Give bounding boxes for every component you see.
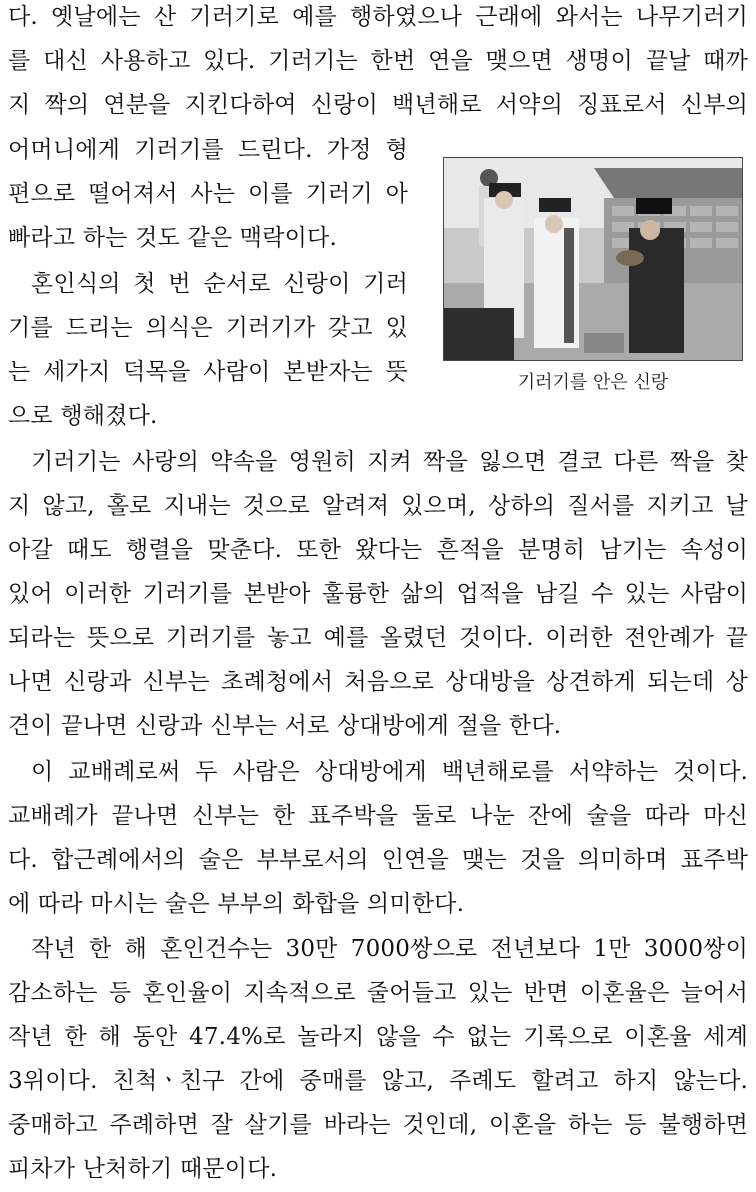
text-line: 혼인식의 첫 번 순서로 신랑이 기러 <box>31 271 408 297</box>
text-line: 에 따라 마시는 술은 부부의 화합을 의미한다. <box>8 891 465 917</box>
text-line: 이 교배례로써 두 사람은 상대방에게 백년해로를 서약하는 것이다. <box>31 759 748 785</box>
text-line: 다. 합근례에서의 술은 부부로서의 인연을 맺는 것을 의미하며 표주박 <box>8 847 748 873</box>
text-line: 있어 이러한 기러기를 본받아 훌륭한 삶의 업적을 남길 수 있는 사람이 <box>8 581 748 607</box>
text-line: 피차가 난처하기 때문이다. <box>8 1156 278 1182</box>
text-line: 어머니에게 기러기를 드린다. 가정 형 <box>8 137 408 163</box>
text-line: 교배례가 끝나면 신부는 한 표주박을 둘로 나눈 잔에 술을 따라 마신 <box>8 803 748 829</box>
groom-photo <box>443 157 743 361</box>
photo-figure <box>443 157 743 394</box>
text-line: 감소하는 등 혼인율이 지속적으로 줄어들고 있는 반면 이혼율은 늘어서 <box>8 980 748 1006</box>
text-line: 지 않고, 홀로 지내는 것으로 알려져 있으며, 상하의 질서를 지키고 날 <box>8 493 748 519</box>
text-line: 3위이다. 친척ㆍ친구 간에 중매를 않고, 주례도 할려고 하지 않는다. <box>8 1068 748 1094</box>
text-line: 견이 끝나면 신랑과 신부는 서로 상대방에게 절을 한다. <box>8 713 562 739</box>
text-line: 다. 옛날에는 산 기러기로 예를 행하였으나 근래에 와서는 나무기러기 <box>8 4 748 30</box>
photo-caption: 기러기를 안은 신랑 <box>517 372 669 393</box>
text-line: 작년 한 해 혼인건수는 30만 7000쌍으로 전년보다 1만 3000쌍이 <box>31 936 748 962</box>
text-line: 기러기는 사랑의 약속을 영원히 지켜 짝을 잃으면 결코 다른 짝을 찾 <box>31 449 748 475</box>
text-line: 되라는 뜻으로 기러기를 놓고 예를 올렸던 것이다. 이러한 전안례가 끝 <box>8 625 748 651</box>
text-line: 는 세가지 덕목을 사람이 본받자는 뜻 <box>8 359 408 385</box>
text-line: 아갈 때도 행렬을 맞춘다. 또한 왔다는 흔적을 분명히 남기는 속성이 <box>8 537 748 563</box>
text-line: 으로 행해졌다. <box>8 403 158 429</box>
text-line: 중매하고 주례하면 잘 살기를 바라는 것인데, 이혼을 하는 등 불행하면 <box>8 1112 748 1138</box>
text-line: 나면 신랑과 신부는 초례청에서 처음으로 상대방을 상견하게 되는데 상 <box>8 669 748 695</box>
text-line: 를 대신 사용하고 있다. 기러기는 한번 연을 맺으면 생명이 끝날 때까 <box>8 48 748 74</box>
text-line: 기를 드리는 의식은 기러기가 갖고 있 <box>8 315 408 341</box>
text-line: 편으로 떨어져서 사는 이를 기러기 아 <box>8 181 408 207</box>
text-line: 작년 한 해 동안 47.4%로 놀라지 않을 수 없는 기록으로 이혼율 세계 <box>8 1024 748 1050</box>
groom-holding-goose-image <box>444 158 742 360</box>
text-line: 빠라고 하는 것도 같은 맥락이다. <box>8 225 337 251</box>
text-line: 지 짝의 연분을 지킨다하여 신랑이 백년해로 서약의 징표로서 신부의 <box>8 92 748 118</box>
